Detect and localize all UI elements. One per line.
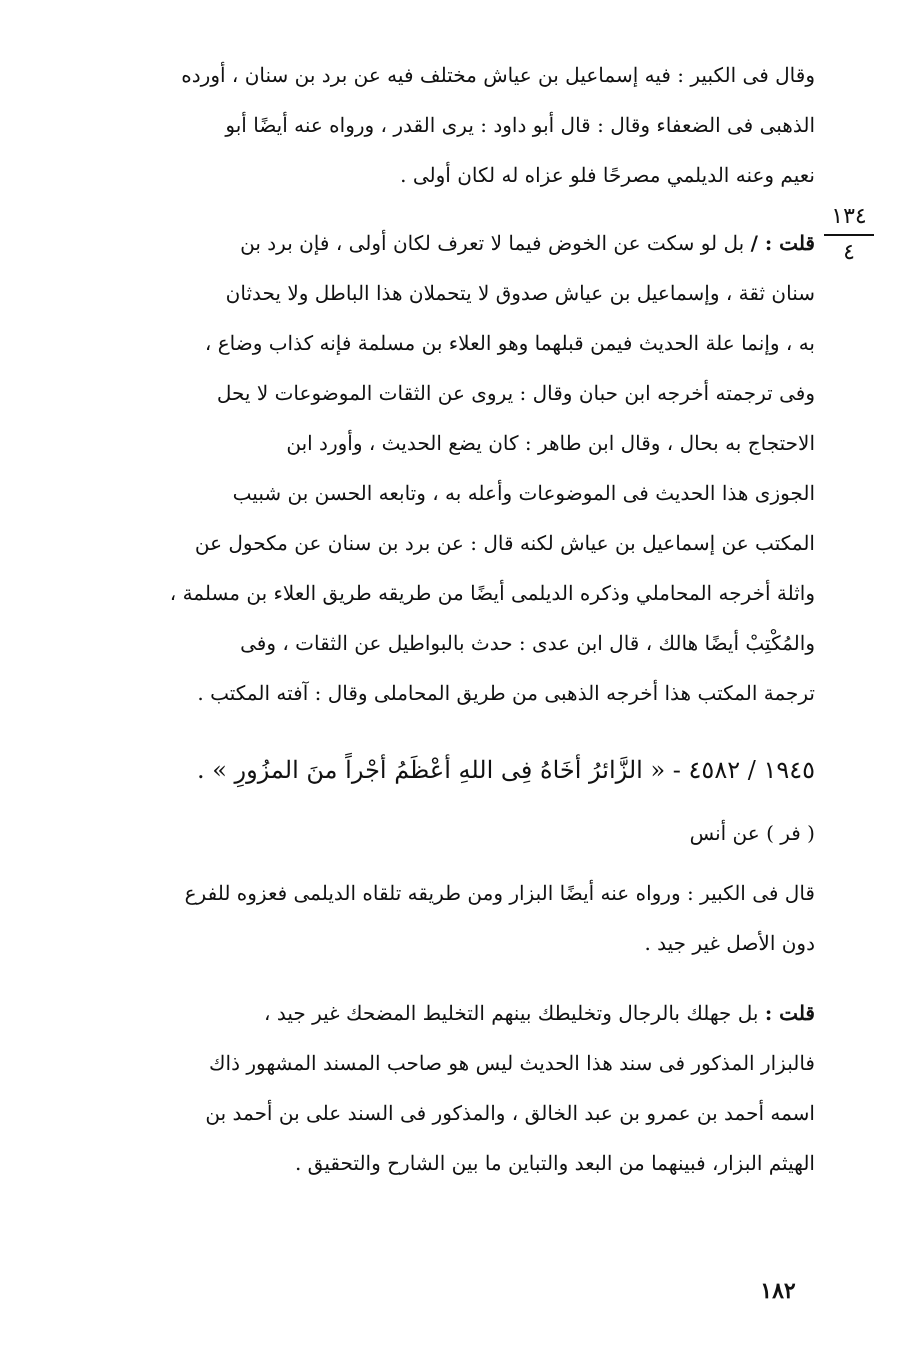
paragraph-3 bbox=[100, 868, 815, 968]
text-line: نعيم وعنه الديلمي مصرحًا فلو عزاه له لكان أولى . bbox=[400, 163, 815, 187]
source-text: ( فر ) عن أنس bbox=[689, 821, 815, 845]
hadith-heading bbox=[100, 745, 815, 795]
margin-ref-bottom: ٤ bbox=[843, 240, 855, 265]
text-line bbox=[100, 218, 815, 268]
text-line: الجوزى هذا الحديث فى الموضوعات وأعله به ، وتابعه الحسن بن شبيب bbox=[232, 481, 815, 505]
margin-reference bbox=[822, 200, 876, 270]
text-line: وفى ترجمته أخرجه ابن حبان وقال : يروى عن الثقات الموضوعات لا يحل bbox=[216, 381, 815, 405]
text-line bbox=[100, 988, 815, 1038]
text-line: قال فى الكبير : ورواه عنه أيضًا البزار ومن طريقه تلقاه الديلمى فعزوه للفرع bbox=[184, 881, 815, 905]
text-line: به ، وإنما علة الحديث فيمن قبلهما وهو العلاء بن مسلمة فإنه كذاب وضاع ، bbox=[204, 331, 815, 355]
text-line-rest: بل لو سكت عن الخوض فيما لا تعرف لكان أولى ، فإن برد بن bbox=[240, 231, 751, 255]
text-line: فالبزار المذكور فى سند هذا الحديث ليس هو صاحب المسند المشهور ذاك bbox=[209, 1051, 815, 1075]
text-line: واثلة أخرجه المحاملي وذكره الديلمى أيضًا من طريقه طريق العلاء بن مسلمة ، bbox=[169, 581, 815, 605]
paragraph-4 bbox=[100, 988, 815, 1188]
text-line: الذهبى فى الضعفاء وقال : قال أبو داود : يرى القدر ، ورواه عنه أيضًا أبو bbox=[225, 113, 815, 137]
text-line: اسمه أحمد بن عمرو بن عبد الخالق ، والمذكور فى السند على بن أحمد بن bbox=[205, 1101, 815, 1125]
text-line-rest: بل جهلك بالرجال وتخليطك بينهم التخليط المضحك غير جيد ، bbox=[264, 1001, 765, 1025]
text-line: المكتب عن إسماعيل بن عياش لكنه قال : عن برد بن سنان عن مكحول عن bbox=[194, 531, 815, 555]
paragraph-2 bbox=[100, 218, 815, 718]
text-line: دون الأصل غير جيد . bbox=[644, 931, 815, 955]
hadith-source bbox=[100, 808, 815, 858]
margin-ref-rule bbox=[824, 234, 874, 236]
text-line: ترجمة المكتب هذا أخرجه الذهبى من طريق المحاملى وقال : آفته المكتب . bbox=[197, 681, 815, 705]
text-line: والمُكْتِبْ أيضًا هالك ، قال ابن عدى : حدث بالبواطيل عن الثقات ، وفى bbox=[240, 631, 815, 655]
text-line: الهيثم البزار، فبينهما من البعد والتباين ما بين الشارح والتحقيق . bbox=[294, 1151, 815, 1175]
hadith-text: ١٩٤٥ / ٤٥٨٢ - « الزَّائرُ أخَاهُ فِى اللهِ أعْظَمُ أجْراً منَ المزُورِ » . bbox=[196, 756, 815, 784]
text-line: الاحتجاج به بحال ، وقال ابن طاهر : كان يضع الحديث ، وأورد ابن bbox=[286, 431, 815, 455]
paragraph-1 bbox=[100, 50, 815, 200]
page-number: ١٨٢ bbox=[760, 1278, 796, 1304]
lead-word: قلت : / bbox=[750, 231, 815, 255]
lead-word: قلت : bbox=[764, 1001, 815, 1025]
text-line: وقال فى الكبير : فيه إسماعيل بن عياش مختلف فيه عن برد بن سنان ، أورده bbox=[181, 63, 815, 87]
text-line: سنان ثقة ، وإسماعيل بن عياش صدوق لا يتحملان هذا الباطل ولا يحدثان bbox=[225, 281, 815, 305]
margin-ref-top: ١٣٤ bbox=[831, 204, 867, 229]
